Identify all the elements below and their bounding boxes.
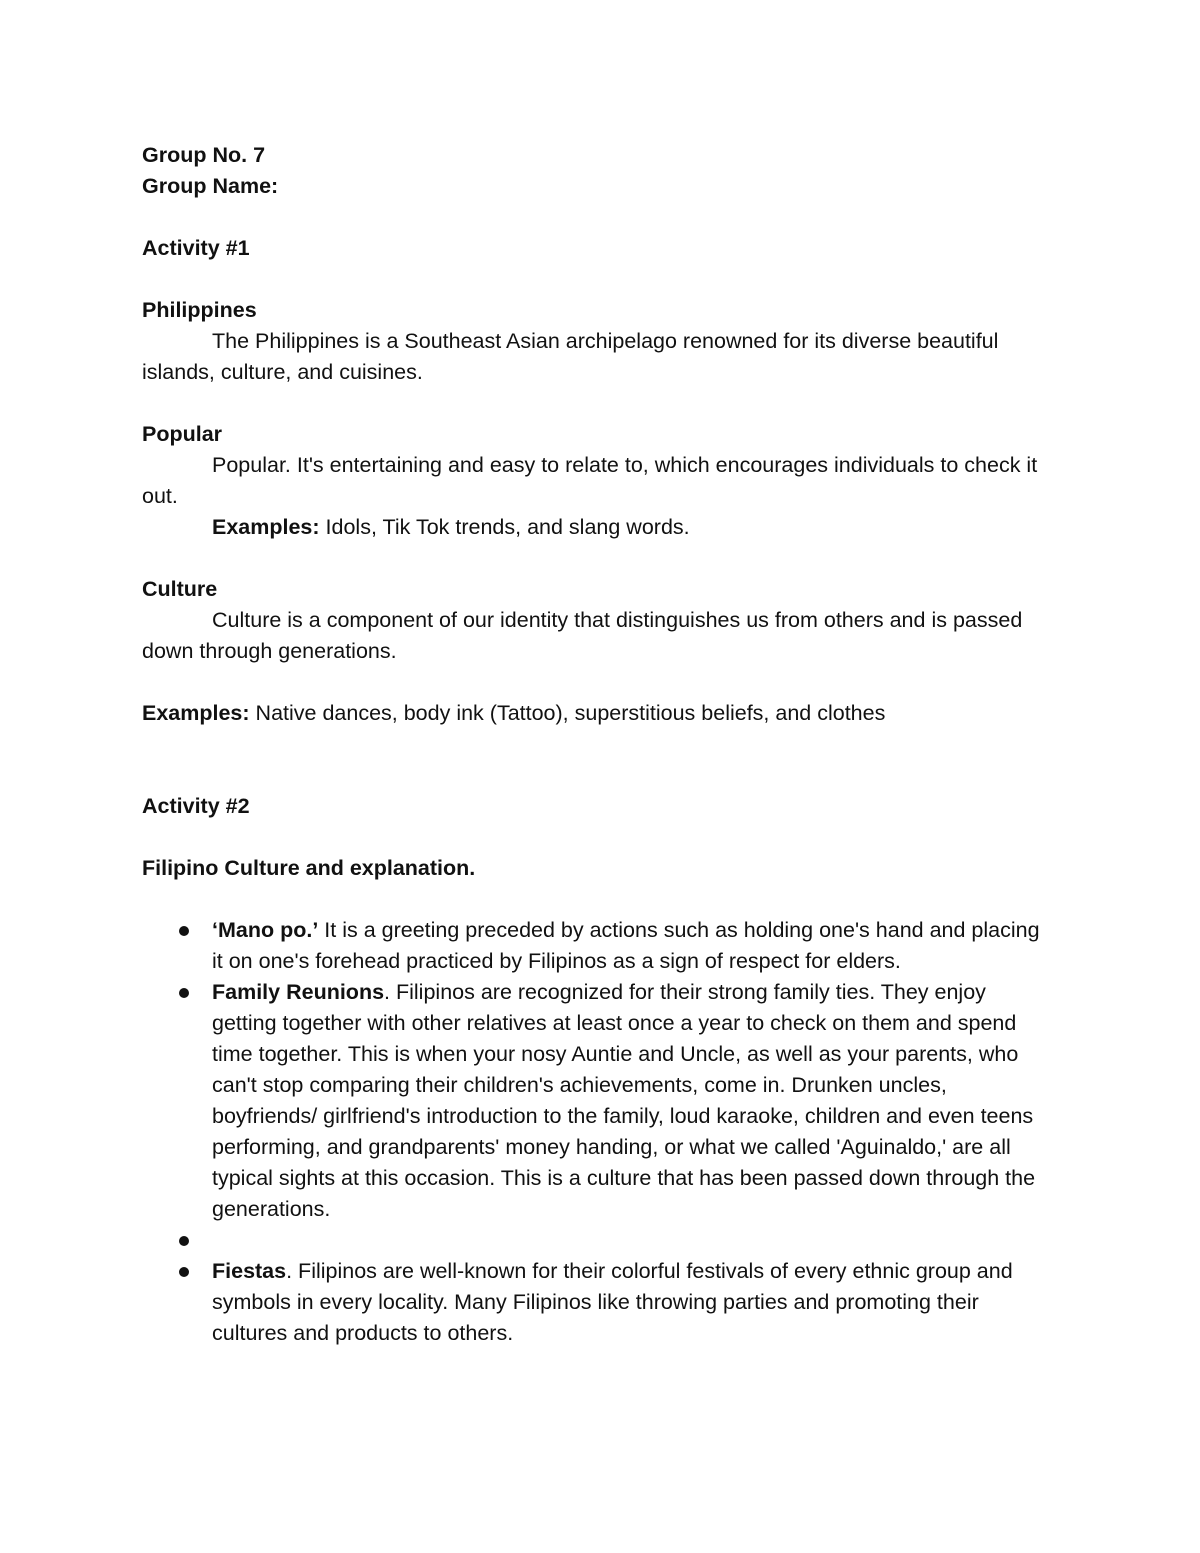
list-item: ‘Mano po.’ It is a greeting preceded by actions such as holding one's hand and placing it on one's forehead practiced by Filipinos as a sign of respect for elders.	[142, 915, 1052, 977]
bullet-icon	[179, 926, 189, 936]
bullet-icon	[179, 988, 189, 998]
culture-heading: Culture	[142, 577, 218, 601]
culture-examples: Examples: Native dances, body ink (Tattoo), superstitious beliefs, and clothes	[142, 701, 886, 725]
bullet-icon	[179, 1236, 189, 1246]
philippines-text: The Philippines is a Southeast Asian archipelago renowned for its diverse beautiful islands, culture, and cuisines.	[142, 329, 999, 384]
group-name: Group Name:	[142, 174, 279, 198]
popular-examples: Examples: Idols, Tik Tok trends, and slang words.	[212, 515, 690, 539]
philippines-heading: Philippines	[142, 298, 257, 322]
list-item: Family Reunions. Filipinos are recognized for their strong family ties. They enjoy getting together with other relatives at least once a year to check on them and spend time together. This is when your nosy Auntie and Uncle, as well as your parents, who can't stop comparing their children's achievements, come in. Drunken uncles, boyfriends/ girlfriend's introduction to the family, loud karaoke, children and even teens performing, and grandparents' money handing, or what we called 'Aguinaldo,' are all typical sights at this occasion. This is a culture that has been passed down through the generations.	[142, 977, 1052, 1225]
culture-list	[142, 915, 1052, 1349]
document-body	[142, 140, 1052, 1349]
culture-text: Culture is a component of our identity that distinguishes us from others and is passed down through generations.	[142, 608, 1023, 663]
list-item-empty	[142, 1225, 1052, 1256]
bullet-icon	[179, 1267, 189, 1277]
activity-2-subtitle: Filipino Culture and explanation.	[142, 856, 476, 880]
popular-text: Popular. It's entertaining and easy to relate to, which encourages individuals to check it out.	[142, 453, 1038, 508]
list-item: Fiestas. Filipinos are well-known for their colorful festivals of every ethnic group and symbols in every locality. Many Filipinos like throwing parties and promoting their cultures and products to others.	[142, 1256, 1052, 1349]
group-number: Group No. 7	[142, 143, 266, 167]
popular-heading: Popular	[142, 422, 223, 446]
activity-2-title: Activity #2	[142, 794, 250, 818]
activity-1-title: Activity #1	[142, 236, 250, 260]
